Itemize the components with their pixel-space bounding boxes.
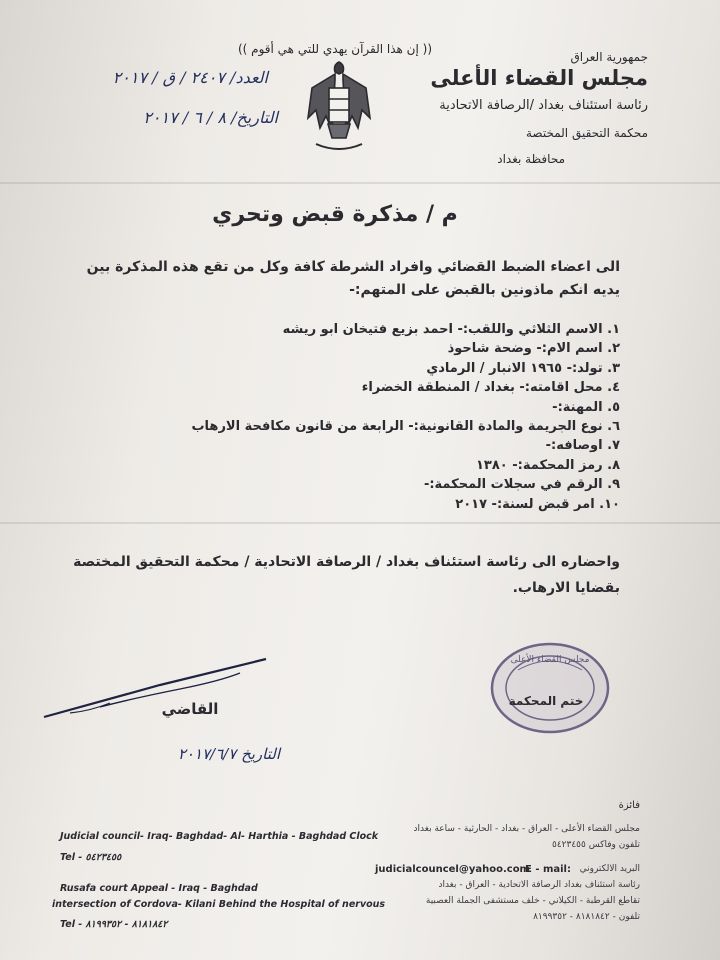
date-label: التاريخ/: [231, 108, 278, 127]
list-item: ١. الاسم الثلاثي واللقب:- احمد بزيع فتيخان ابو ريشه: [282, 322, 620, 337]
paper-fold: [0, 182, 720, 184]
date-value: ٨ / ٦ / ٢٠١٧: [143, 108, 226, 127]
paper-fold: [0, 522, 720, 524]
header-court: محكمة التحقيق المختصة: [526, 126, 648, 140]
header-country: جمهورية العراق: [570, 50, 648, 64]
footer-english-line2: Tel - ٥٤٢٣٤٥٥: [60, 852, 122, 863]
header-province: محافظة بغداد: [497, 152, 565, 166]
intro-paragraph: الى اعضاء الضبط القضائي وافراد الشرطة كافة وكل من تقع هذه المذكرة بين يديه انكم ماذونين بالقبض على المتهم:-: [86, 259, 620, 298]
header-presidency: رئاسة استئناف بغداد /الرصافة الاتحادية: [439, 98, 648, 113]
quran-verse: (( إن هذا القرآن يهدي للتي هي أقوم )): [237, 42, 433, 56]
footer-email: judicialcouncel@yahoo.com: [375, 864, 530, 875]
list-item: ٢. اسم الام:- وضحة شاحوذ: [447, 341, 620, 357]
footer-arabic-line4: رئاسة استئناف بغداد الرصافة الاتحادية - العراق - بغداد: [438, 880, 640, 890]
stamp-center-text: ختم المحكمة: [508, 694, 584, 708]
footer-arabic-line1: مجلس القضاء الأعلى - العراق - بغداد - الحارثية - ساعة بغداد: [413, 824, 640, 834]
list-item: ٨. رمز المحكمة:- ١٣٨٠: [476, 457, 620, 473]
iraq-eagle-emblem-icon: [302, 58, 376, 158]
footer-english-line4: intersection of Cordova- Kilani Behind the Hospital of nervous: [52, 899, 386, 910]
list-item: ٧. اوصافه:-: [545, 438, 620, 454]
number-value: ٢٤٠٧ / ق / ٢٠١٧: [112, 68, 225, 87]
signature-date-label: التاريخ: [241, 745, 280, 763]
judge-label: القاضي: [161, 700, 219, 718]
document-title: م / مذكرة قبض وتحري: [212, 202, 458, 227]
footer-arabic-line2: تلفون وفاكس ٥٤٢٣٤٥٥: [551, 840, 640, 850]
signature-date: [80, 745, 280, 763]
footer-arabic-line5: تقاطع القرطبة - الكيلاني - خلف مستشفى الجملة العصبية: [425, 896, 640, 906]
list-item: ٣. تولد:- ١٩٦٥ الانبار / الرمادي: [426, 360, 620, 376]
footer-note-label: فائزة: [618, 800, 640, 811]
list-item: ٤. محل اقامته:- بغداد / المنطقة الخضراء: [361, 380, 620, 396]
document-date: [68, 108, 278, 127]
footer-arabic-line3: البريد الالكتروني: [579, 864, 640, 874]
footer-english-line3: Rusafa court Appeal - Iraq - Baghdad: [60, 883, 258, 894]
list-item: ٦. نوع الجريمة والمادة القانونية:- الرابعة من قانون مكافحة الارهاب: [191, 418, 620, 434]
list-item: ٩. الرقم في سجلات المحكمة:-: [423, 477, 620, 493]
footer-email-label: E - mail:: [525, 864, 571, 875]
closing-paragraph: واحضاره الى رئاسة استئناف بغداد / الرصافة الاتحادية / محكمة التحقيق المختصة بقضايا الارهاب.: [73, 554, 620, 596]
header-council: مجلس القضاء الأعلى: [430, 66, 648, 90]
footer-english-line1: Judicial council- Iraq- Baghdad- Al- Harthia - Baghdad Clock: [60, 831, 379, 842]
list-item: ١٠. امر قبض لسنة:- ٢٠١٧: [455, 496, 620, 512]
footer-arabic-line6: تلفون - ٨١٨١٨٤٢ - ٨١٩٩٣٥٢: [533, 912, 640, 922]
stamp-top-text: مجلس القضاء الأعلى: [510, 655, 590, 665]
footer-english-line5: Tel - ٨١٨١٨٤٢ - ٨١٩٩٣٥٢: [60, 919, 168, 930]
suspect-details-list: [100, 320, 620, 514]
signature-date-value: ٢٠١٧/٦/٧: [177, 745, 237, 763]
number-label: العدد/: [230, 68, 268, 87]
document-number: [68, 68, 268, 87]
list-item: ٥. المهنة:-: [552, 399, 620, 415]
